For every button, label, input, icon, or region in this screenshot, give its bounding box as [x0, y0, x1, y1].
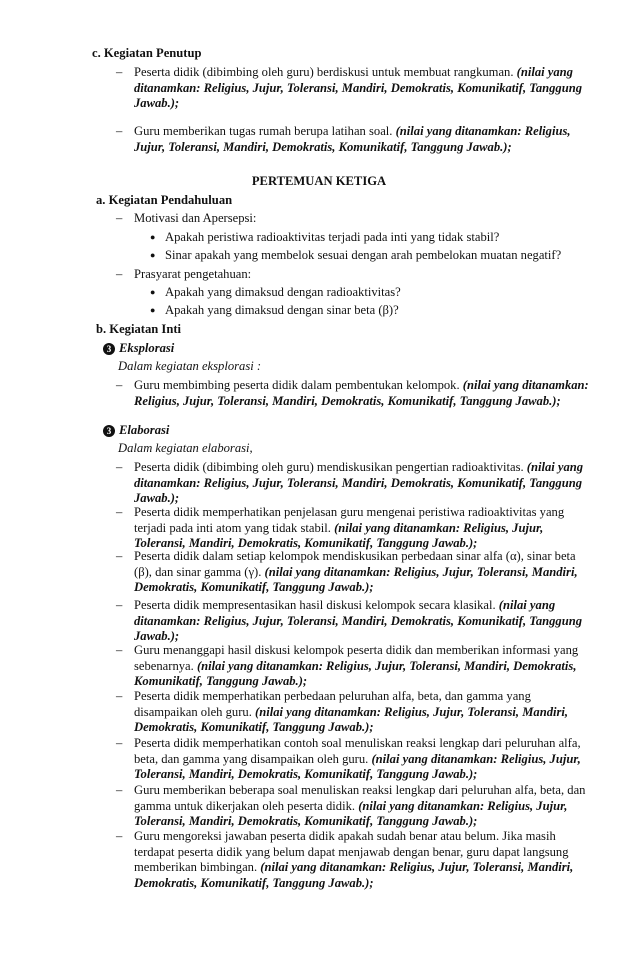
item-text: Peserta didik mempresentasikan hasil diskusi kelompok secara klasikal. [134, 598, 499, 612]
list-item [134, 378, 592, 409]
list-item [134, 643, 592, 690]
eksplorasi-intro: Dalam kegiatan eksplorasi : [118, 359, 262, 373]
item-text: Peserta didik (dibimbing oleh guru) mendiskusikan pengertian radioaktivitas. [134, 460, 527, 474]
motivasi-label: Motivasi dan Apersepsi: [134, 211, 257, 225]
item-text: Peserta didik (dibimbing oleh guru) berdiskusi untuk membuat rangkuman. [134, 65, 517, 79]
item-text: Peserta didik memperhatikan perbedaan peluruhan alfa, beta, dan gamma yang disampaikan oleh guru. [134, 689, 531, 719]
list-item [134, 549, 592, 596]
item-values: (nilai yang ditanamkan: Religius, Jujur, Toleransi, Mandiri, Demokratis, Komunikatif, Tanggung Jawab.); [134, 520, 544, 551]
list-item [134, 460, 592, 507]
eksplorasi-heading-text: Eksplorasi [119, 341, 175, 355]
meeting-title: PERTEMUAN KETIGA [251, 174, 387, 188]
dash-bullet: – [116, 460, 123, 474]
prasyarat-question: Apakah yang dimaksud dengan sinar beta (β)? [165, 303, 399, 317]
dash-bullet: – [116, 505, 123, 519]
elaborasi-heading [103, 423, 169, 439]
item-values: (nilai yang ditanamkan: Religius, Jujur, Toleransi, Mandiri, Demokratis, Komunikatif, Tanggung Jawab.); [134, 658, 577, 689]
list-item [134, 598, 592, 645]
item-values: (nilai yang ditanamkan: Religius, Jujur, Toleransi, Mandiri, Demokratis, Komunikatif, Tanggung Jawab.); [134, 378, 589, 408]
list-item [134, 65, 592, 112]
motivasi-question: Sinar apakah yang membelok sesuai dengan arah pembelokan muatan negatif? [165, 248, 562, 262]
motivasi-question: Apakah peristiwa radioaktivitas terjadi pada inti yang tidak stabil? [165, 230, 500, 244]
dot-bullet: ● [150, 232, 156, 242]
item-values: (nilai yang ditanamkan: Religius, Jujur, Toleransi, Mandiri, Demokratis, Komunikatif, Tanggung Jawab.); [134, 598, 583, 644]
item-text: Guru memberikan beberapa soal menuliskan reaksi lengkap dari peluruhan alfa, beta, dan gamma untuk dikerjakan oleh peserta didik. [134, 783, 586, 813]
dash-bullet: – [116, 783, 123, 797]
item-text: Guru mengoreksi jawaban peserta didik apakah sudah benar atau belum. Jika masih terdapat peserta didik yang belum dapat menjawab dengan benar, guru dapat langsung memberikan bimbingan. [134, 829, 569, 875]
numbered-circle-icon: 3 [103, 343, 115, 355]
item-text: Peserta didik memperhatikan penjelasan guru mengenai peristiwa radioaktivitas yang terjadi pada inti atom yang tidak stabil. [134, 505, 565, 535]
item-text: Guru menanggapi hasil diskusi kelompok peserta didik dan memberikan informasi yang sebenarnya. [134, 643, 579, 673]
item-text: Guru membimbing peserta didik dalam pembentukan kelompok. [134, 378, 463, 392]
dash-bullet: – [116, 65, 123, 79]
item-values: (nilai yang ditanamkan: Religius, Jujur, Toleransi, Mandiri, Demokratis, Komunikatif, Tanggung Jawab.); [134, 65, 583, 111]
elaborasi-intro: Dalam kegiatan elaborasi, [118, 441, 253, 455]
dash-bullet: – [116, 736, 123, 750]
item-values: (nilai yang ditanamkan: Religius, Jujur, Toleransi, Mandiri, Demokratis, Komunikatif, Tanggung Jawab.); [134, 860, 574, 890]
elaborasi-heading-text: Elaborasi [119, 423, 170, 437]
list-item [134, 736, 592, 783]
section-heading-penutup: c. Kegiatan Penutup [92, 46, 202, 60]
dash-bullet: – [116, 124, 123, 138]
dot-bullet: ● [150, 305, 156, 315]
dash-bullet: – [116, 598, 123, 612]
dash-bullet: – [116, 689, 123, 703]
item-values: (nilai yang ditanamkan: Religius, Jujur, Toleransi, Mandiri, Demokratis, Komunikatif, Tanggung Jawab.); [134, 124, 571, 154]
dash-bullet: – [116, 211, 123, 225]
dash-bullet: – [116, 549, 123, 563]
numbered-circle-icon: 3 [103, 425, 115, 437]
item-text: Peserta didik memperhatikan contoh soal menuliskan reaksi lengkap dari peluruhan alfa, beta, dan gamma yang disampaikan oleh guru. [134, 736, 581, 766]
dash-bullet: – [116, 378, 123, 392]
dash-bullet: – [116, 643, 123, 657]
dot-bullet: ● [150, 250, 156, 260]
prasyarat-label: Prasyarat pengetahuan: [134, 267, 252, 281]
item-values: (nilai yang ditanamkan: Religius, Jujur, Toleransi, Mandiri, Demokratis, Komunikatif, Tanggung Jawab.); [134, 704, 569, 735]
list-item [134, 783, 592, 830]
item-values: (nilai yang ditanamkan: Religius, Jujur, Toleransi, Mandiri, Demokratis, Komunikatif, Tanggung Jawab.); [134, 564, 578, 595]
dash-bullet: – [116, 267, 123, 281]
list-item [134, 505, 592, 552]
item-text: Peserta didik dalam setiap kelompok mendiskusikan perbedaan sinar alfa (α), sinar beta (β), dan sinar gamma (γ). [134, 549, 576, 579]
item-values: (nilai yang ditanamkan: Religius, Jujur, Toleransi, Mandiri, Demokratis, Komunikatif, Tanggung Jawab.); [134, 751, 581, 782]
item-values: (nilai yang ditanamkan: Religius, Jujur, Toleransi, Mandiri, Demokratis, Komunikatif, Tanggung Jawab.); [134, 798, 568, 829]
item-values: (nilai yang ditanamkan: Religius, Jujur, Toleransi, Mandiri, Demokratis, Komunikatif, Tanggung Jawab.); [134, 460, 584, 506]
item-text: Guru memberikan tugas rumah berupa latihan soal. [134, 124, 396, 138]
list-item [134, 124, 592, 155]
section-heading-pendahuluan: a. Kegiatan Pendahuluan [96, 193, 233, 207]
eksplorasi-heading [103, 341, 174, 357]
section-heading-inti: b. Kegiatan Inti [96, 322, 182, 336]
list-item [134, 689, 592, 736]
dot-bullet: ● [150, 287, 156, 297]
prasyarat-question: Apakah yang dimaksud dengan radioaktivitas? [165, 285, 401, 299]
dash-bullet: – [116, 829, 123, 843]
list-item [134, 829, 592, 891]
